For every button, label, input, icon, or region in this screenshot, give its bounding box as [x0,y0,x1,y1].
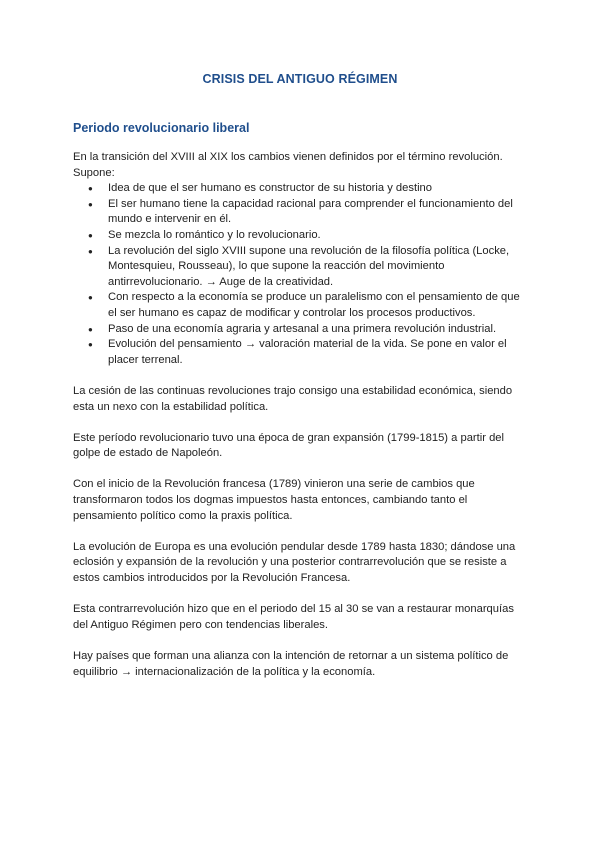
document-body [73,150,528,680]
list-item: ● Se mezcla lo romántico y lo revolucionario. [108,228,528,244]
body-paragraph: Hay países que forman una alianza con la intención de retornar a un sistema político de equilibrio → internacionalización de la política y la economía. [73,650,509,678]
page-title: CRISIS DEL ANTIGUO RÉGIMEN [202,72,398,86]
list-item: ● Con respecto a la economía se produce un paralelismo con el pensamiento de que el ser humano es capaz de modificar y controlar los procesos productivos. [108,290,528,321]
body-paragraph: Este período revolucionario tuvo una época de gran expansión (1799-1815) a partir del golpe de estado de Napoleón. [73,431,505,460]
bullet-list [73,181,528,368]
body-paragraph: Con el inicio de la Revolución francesa (1789) vinieron una serie de cambios que transformaron todos los dogmas impuestos hasta entonces, cambiando tanto el pensamiento político como la praxis política. [73,478,475,522]
list-item: ● Evolución del pensamiento → valoración material de la vida. Se pone en valor el placer terrenal. [108,337,528,368]
supone-label: Supone: [73,166,115,179]
section-heading: Periodo revolucionario liberal [73,121,250,135]
body-paragraph: La cesión de las continuas revoluciones trajo consigo una estabilidad económica, siendo esta un nexo con la estabilidad política. [73,384,513,413]
body-paragraph: La evolución de Europa es una evolución pendular desde 1789 hasta 1830; dándose una eclosión y expansión de la revolución y una posterior contrarrevolución que se resiste a estos cambios introducidos por la Revolución Francesa. [73,540,516,585]
list-item: ● Paso de una economía agraria y artesanal a una primera revolución industrial. [108,322,528,338]
list-item: ● El ser humano tiene la capacidad racional para comprender el funcionamiento del mundo e intervenir en él. [108,197,528,228]
list-item: ● La revolución del siglo XVIII supone una revolución de la filosofía política (Locke, Montesquieu, Rousseau), lo que supone la reacción del movimiento antirrevolucionario. → Auge de la creatividad. [108,244,528,291]
intro-paragraph: En la transición del XVIII al XIX los cambios vienen definidos por el término revolución. [73,151,503,163]
body-paragraph: Esta contrarrevolución hizo que en el periodo del 15 al 30 se van a restaurar monarquías del Antiguo Régimen pero con tendencias liberales. [73,603,514,631]
list-item: ● Idea de que el ser humano es constructor de su historia y destino [108,181,528,197]
